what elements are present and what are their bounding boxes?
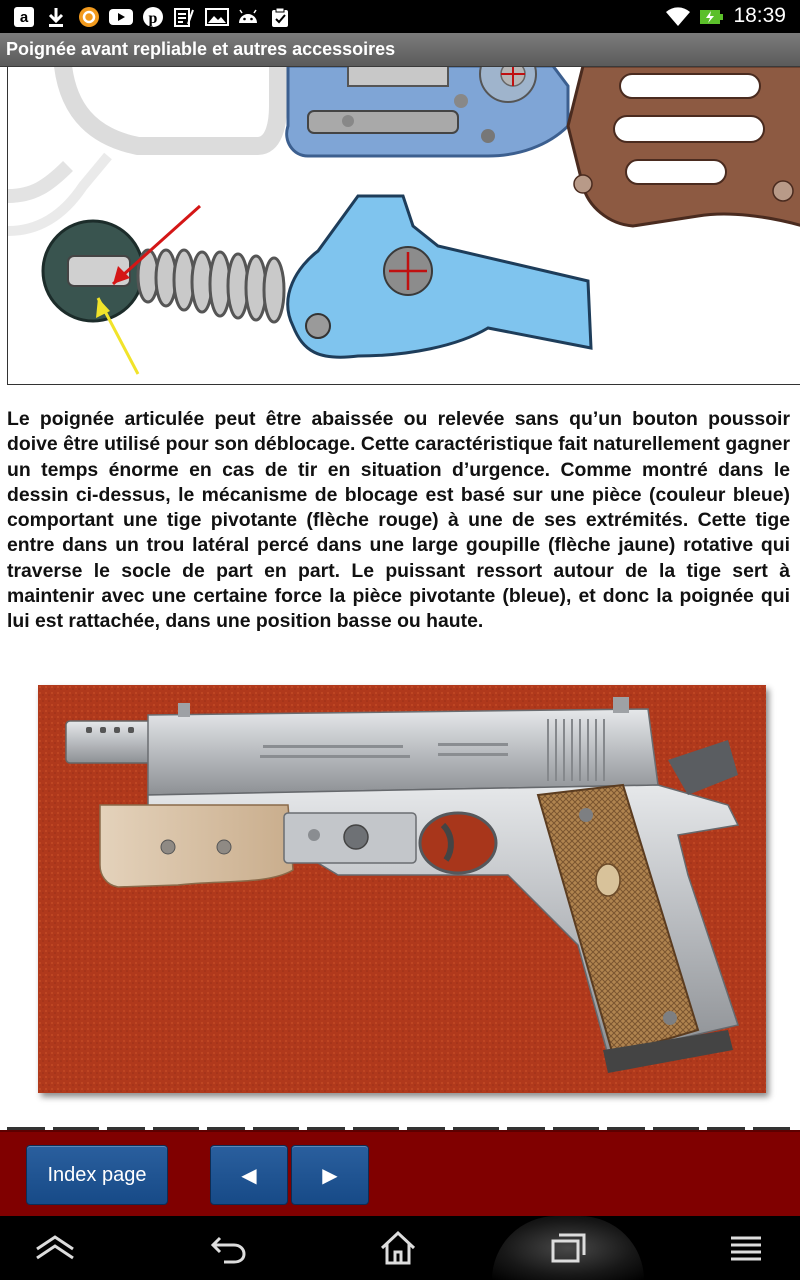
amazon-icon bbox=[12, 6, 36, 28]
gallery-icon bbox=[205, 6, 229, 28]
svg-text:p: p bbox=[148, 10, 158, 27]
system-nav-bar bbox=[0, 1216, 800, 1280]
menu-icon[interactable] bbox=[716, 1222, 776, 1274]
status-bar bbox=[0, 0, 800, 33]
mechanism-diagram bbox=[7, 67, 800, 385]
battery-charging-icon bbox=[699, 6, 723, 28]
home-icon[interactable] bbox=[368, 1222, 428, 1274]
arrow-left-icon: ◀ bbox=[241, 1164, 257, 1187]
clipboard-icon bbox=[268, 6, 292, 28]
arrow-right-icon: ▶ bbox=[322, 1164, 338, 1187]
title-bar bbox=[0, 33, 800, 67]
download-icon bbox=[44, 6, 68, 28]
svg-text:a: a bbox=[19, 9, 29, 26]
next-page-button[interactable] bbox=[291, 1145, 369, 1205]
bottom-toolbar bbox=[0, 1130, 800, 1216]
pinterest-icon bbox=[141, 6, 165, 28]
wifi-icon bbox=[664, 6, 692, 28]
clock: 18:39 bbox=[733, 4, 786, 27]
android-icon bbox=[236, 6, 260, 28]
article-content[interactable] bbox=[0, 67, 800, 1130]
sync-app-icon bbox=[77, 6, 101, 28]
next-paragraph-cutoff bbox=[7, 1119, 790, 1130]
previous-page-button[interactable] bbox=[210, 1145, 288, 1205]
index-page-button[interactable]: Index page bbox=[26, 1145, 168, 1205]
page-title: Poignée avant repliable et autres accessoires bbox=[6, 39, 396, 59]
recent-apps-icon[interactable] bbox=[538, 1222, 598, 1274]
collapse-icon[interactable] bbox=[25, 1222, 85, 1274]
back-icon[interactable] bbox=[198, 1222, 258, 1274]
youtube-icon bbox=[109, 6, 133, 28]
article-paragraph: Le poignée articulée peut être abaissée ou relevée sans qu’un bouton poussoir doive être utilisé pour son déblocage. Cette caractéristique fait naturellement gagner un temps énorme en cas de tir en situation d’urgence. Comme montré dans le dessin ci-dessus, le mécanisme de blocage est basé sur une pièce (couleur bleue) comportant une tige pivotante (flèche rouge) à une de ses extrémités. Cette tige entre dans un trou latéral percé dans une large goupille (flèche jaune) rotative qui traverse le socle de part en part. Le puissant ressort autour de la tige sert à maintenir avec une certaine force la pièce pivotante (bleue), et donc la poignée qui lui est rattachée, dans une position basse ou haute. bbox=[7, 408, 790, 633]
pistol-photo bbox=[38, 685, 766, 1093]
notes-icon bbox=[172, 6, 196, 28]
